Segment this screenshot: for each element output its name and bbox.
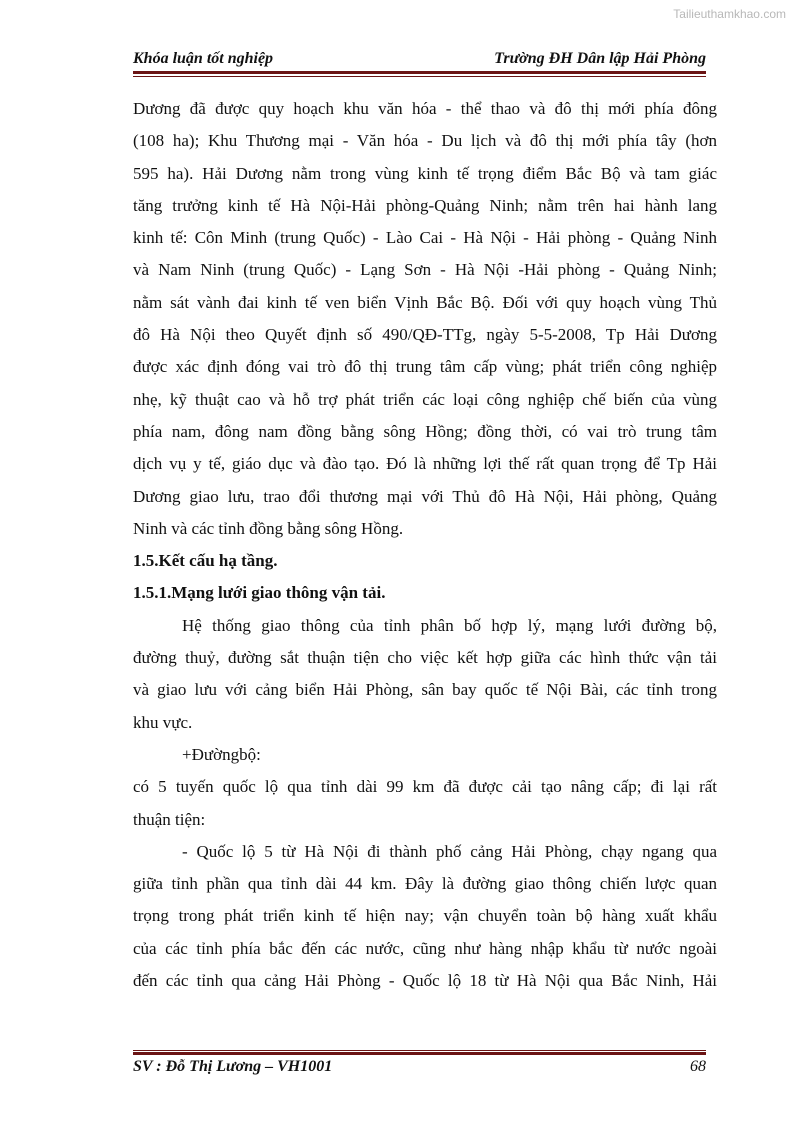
footer-rule-thin bbox=[133, 1050, 706, 1051]
footer-author: SV : Đỗ Thị Lương – VH1001 bbox=[133, 1058, 333, 1075]
text-line: dịch vụ y tế, giáo dục và đào tạo. Đó là những lợi thế rất quan trọng để Tp Hải bbox=[133, 454, 717, 474]
road-subheading: +Đườngbộ: bbox=[182, 744, 261, 764]
header-rule-thin bbox=[133, 76, 706, 77]
document-body bbox=[133, 93, 717, 997]
paragraph-1 bbox=[133, 93, 717, 545]
text-line: có 5 tuyến quốc lộ qua tỉnh dài 99 km đã được cải tạo nâng cấp; đi lại rất bbox=[133, 777, 717, 797]
text-line: Hệ thống giao thông của tỉnh phân bố hợp lý, mạng lưới đường bộ, bbox=[182, 615, 717, 635]
text-line: 595 ha). Hải Dương nằm trong vùng kinh tế trọng điểm Bắc Bộ và tam giác bbox=[133, 163, 717, 183]
text-line: đường thuỷ, đường sắt thuận tiện cho việc kết hợp giữa các hình thức vận tải bbox=[133, 648, 717, 668]
text-line: và giao lưu với cảng biển Hải Phòng, sân bay quốc tế Nội Bài, các tỉnh trong bbox=[133, 680, 717, 700]
text-line: của các tỉnh phía bắc đến các nước, cũng như hàng nhập khẩu từ nước ngoài bbox=[133, 938, 717, 958]
text-line: được xác định đóng vai trò đô thị trung tâm cấp vùng; phát triển công nghiệp bbox=[133, 357, 717, 377]
text-line: - Quốc lộ 5 từ Hà Nội đi thành phố cảng Hải Phòng, chạy ngang qua bbox=[182, 841, 717, 861]
text-line: khu vực. bbox=[133, 712, 193, 732]
text-line: và Nam Ninh (trung Quốc) - Lạng Sơn - Hà Nội -Hải phòng - Quảng Ninh; bbox=[133, 260, 717, 280]
text-line: kinh tế: Côn Minh (trung Quốc) - Lào Cai - Hà Nội - Hải phòng - Quảng Ninh bbox=[133, 228, 717, 248]
footer-rule-thick bbox=[133, 1052, 706, 1055]
text-line: giữa tỉnh phần qua tỉnh dài 44 km. Đây là đường giao thông chiến lược quan bbox=[133, 874, 717, 894]
paragraph-5 bbox=[133, 836, 717, 997]
subsection-heading: 1.5.1.Mạng lưới giao thông vận tải. bbox=[133, 583, 386, 603]
header-right-title: Trường ĐH Dân lập Hải Phòng bbox=[494, 50, 706, 67]
paragraph-4 bbox=[133, 771, 717, 836]
text-line: phía nam, đông nam đồng bằng sông Hồng; đồng thời, có vai trò trung tâm bbox=[133, 421, 717, 441]
paragraph-2 bbox=[133, 610, 717, 739]
watermark: Tailieuthamkhao.com bbox=[673, 7, 786, 21]
page-number: 68 bbox=[690, 1058, 706, 1075]
text-line: nằm sát vành đai kinh tế ven biển Vịnh Bắc Bộ. Đối với quy hoạch vùng Thủ bbox=[133, 292, 717, 312]
text-line: nhẹ, kỹ thuật cao và hỗ trợ phát triển các loại công nghiệp chế biến của vùng bbox=[133, 389, 717, 409]
text-line: tăng trưởng kinh tế Hà Nội-Hải phòng-Quảng Ninh; nằm trên hai hành lang bbox=[133, 195, 717, 215]
header-left-title: Khóa luận tốt nghiệp bbox=[133, 50, 274, 67]
text-line: đô Hà Nội theo Quyết định số 490/QĐ-TTg, ngày 5-5-2008, Tp Hải Dương bbox=[133, 325, 717, 345]
text-line: Dương giao lưu, trao đổi thương mại với Thủ đô Hà Nội, Hải phòng, Quảng bbox=[133, 486, 717, 506]
text-line: đến các tỉnh qua cảng Hải Phòng - Quốc lộ 18 từ Hà Nội qua Bắc Ninh, Hải bbox=[133, 971, 717, 991]
text-line: Ninh và các tỉnh đồng bằng sông Hồng. bbox=[133, 518, 404, 538]
text-line: thuận tiện: bbox=[133, 809, 206, 829]
text-line: Dương đã được quy hoạch khu văn hóa - thể thao và đô thị mới phía đông bbox=[133, 99, 717, 118]
page-header bbox=[133, 50, 706, 70]
text-line: trọng trong phát triển kinh tế hiện nay; vận chuyển toàn bộ hàng xuất khẩu bbox=[133, 906, 717, 926]
text-line: (108 ha); Khu Thương mại - Văn hóa - Du lịch và đô thị mới phía tây (hơn bbox=[133, 131, 717, 151]
header-rule-thick bbox=[133, 71, 706, 74]
section-heading: 1.5.Kết cấu hạ tầng. bbox=[133, 551, 278, 571]
